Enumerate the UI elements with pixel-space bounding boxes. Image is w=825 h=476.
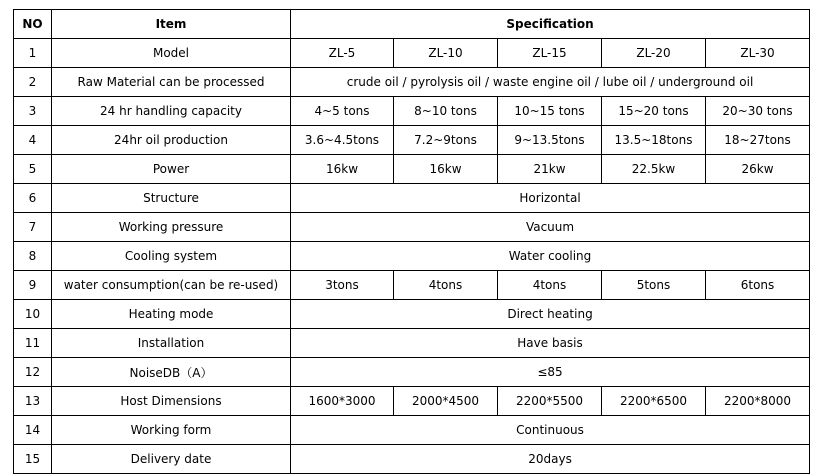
header-item: Item — [52, 10, 291, 39]
row-number: 12 — [14, 358, 52, 387]
header-row — [14, 10, 810, 39]
specification-table — [13, 9, 810, 474]
row-number: 6 — [14, 184, 52, 213]
spec-value: 4~5 tons — [291, 97, 394, 126]
spec-value: 22.5kw — [602, 155, 706, 184]
row-item: Model — [52, 39, 291, 68]
row-item: Delivery date — [52, 445, 291, 474]
spec-value: 4tons — [498, 271, 602, 300]
spec-value-merged: Horizontal — [291, 184, 810, 213]
table-row — [14, 300, 810, 329]
row-number: 10 — [14, 300, 52, 329]
row-number: 9 — [14, 271, 52, 300]
spec-value: 2200*6500 — [602, 387, 706, 416]
spec-value: 2000*4500 — [394, 387, 498, 416]
spec-value: 15~20 tons — [602, 97, 706, 126]
table-row — [14, 387, 810, 416]
row-item: Structure — [52, 184, 291, 213]
spec-value: 20~30 tons — [706, 97, 810, 126]
row-item: Working pressure — [52, 213, 291, 242]
spec-value: 2200*8000 — [706, 387, 810, 416]
table-row — [14, 329, 810, 358]
table-row — [14, 155, 810, 184]
spec-value: 16kw — [394, 155, 498, 184]
spec-value: ZL-10 — [394, 39, 498, 68]
spec-value-merged: Have basis — [291, 329, 810, 358]
spec-value: 4tons — [394, 271, 498, 300]
row-item: Host Dimensions — [52, 387, 291, 416]
spec-value-merged: Continuous — [291, 416, 810, 445]
spec-value: 10~15 tons — [498, 97, 602, 126]
spec-value-merged: crude oil / pyrolysis oil / waste engine oil / lube oil / underground oil — [291, 68, 810, 97]
table-row — [14, 39, 810, 68]
spec-value-merged: Direct heating — [291, 300, 810, 329]
spec-value: 26kw — [706, 155, 810, 184]
spec-value: 6tons — [706, 271, 810, 300]
spec-value: 9~13.5tons — [498, 126, 602, 155]
row-item: Cooling system — [52, 242, 291, 271]
spec-value: 7.2~9tons — [394, 126, 498, 155]
table-row — [14, 97, 810, 126]
table-row — [14, 445, 810, 474]
row-number: 11 — [14, 329, 52, 358]
spec-value: 21kw — [498, 155, 602, 184]
spec-value: 3tons — [291, 271, 394, 300]
row-number: 13 — [14, 387, 52, 416]
spec-value: 13.5~18tons — [602, 126, 706, 155]
table-row — [14, 416, 810, 445]
spec-value: 5tons — [602, 271, 706, 300]
table-row — [14, 184, 810, 213]
row-item: water consumption(can be re-used) — [52, 271, 291, 300]
row-item: 24 hr handling capacity — [52, 97, 291, 126]
table-row — [14, 213, 810, 242]
spec-value-merged: ≤85 — [291, 358, 810, 387]
table-body — [14, 39, 810, 474]
header-specification: Specification — [291, 10, 810, 39]
row-item: Power — [52, 155, 291, 184]
row-number: 8 — [14, 242, 52, 271]
row-item: Installation — [52, 329, 291, 358]
spec-value-merged: Vacuum — [291, 213, 810, 242]
spec-value: 2200*5500 — [498, 387, 602, 416]
spec-value: 16kw — [291, 155, 394, 184]
row-item: 24hr oil production — [52, 126, 291, 155]
row-number: 7 — [14, 213, 52, 242]
spec-value: ZL-30 — [706, 39, 810, 68]
spec-value: ZL-5 — [291, 39, 394, 68]
table-row — [14, 68, 810, 97]
table-row — [14, 126, 810, 155]
row-item: Working form — [52, 416, 291, 445]
spec-value: 1600*3000 — [291, 387, 394, 416]
row-number: 3 — [14, 97, 52, 126]
table-row — [14, 242, 810, 271]
row-number: 4 — [14, 126, 52, 155]
spec-value: ZL-15 — [498, 39, 602, 68]
row-item: Heating mode — [52, 300, 291, 329]
row-number: 14 — [14, 416, 52, 445]
row-number: 2 — [14, 68, 52, 97]
spec-value: 18~27tons — [706, 126, 810, 155]
header-no: NO — [14, 10, 52, 39]
row-item: Raw Material can be processed — [52, 68, 291, 97]
spec-value: 8~10 tons — [394, 97, 498, 126]
table-row — [14, 271, 810, 300]
spec-value: ZL-20 — [602, 39, 706, 68]
table-row — [14, 358, 810, 387]
spec-value-merged: Water cooling — [291, 242, 810, 271]
row-number: 1 — [14, 39, 52, 68]
row-item: NoiseDB（A） — [52, 358, 291, 387]
spec-value-merged: 20days — [291, 445, 810, 474]
row-number: 15 — [14, 445, 52, 474]
spec-value: 3.6~4.5tons — [291, 126, 394, 155]
row-number: 5 — [14, 155, 52, 184]
